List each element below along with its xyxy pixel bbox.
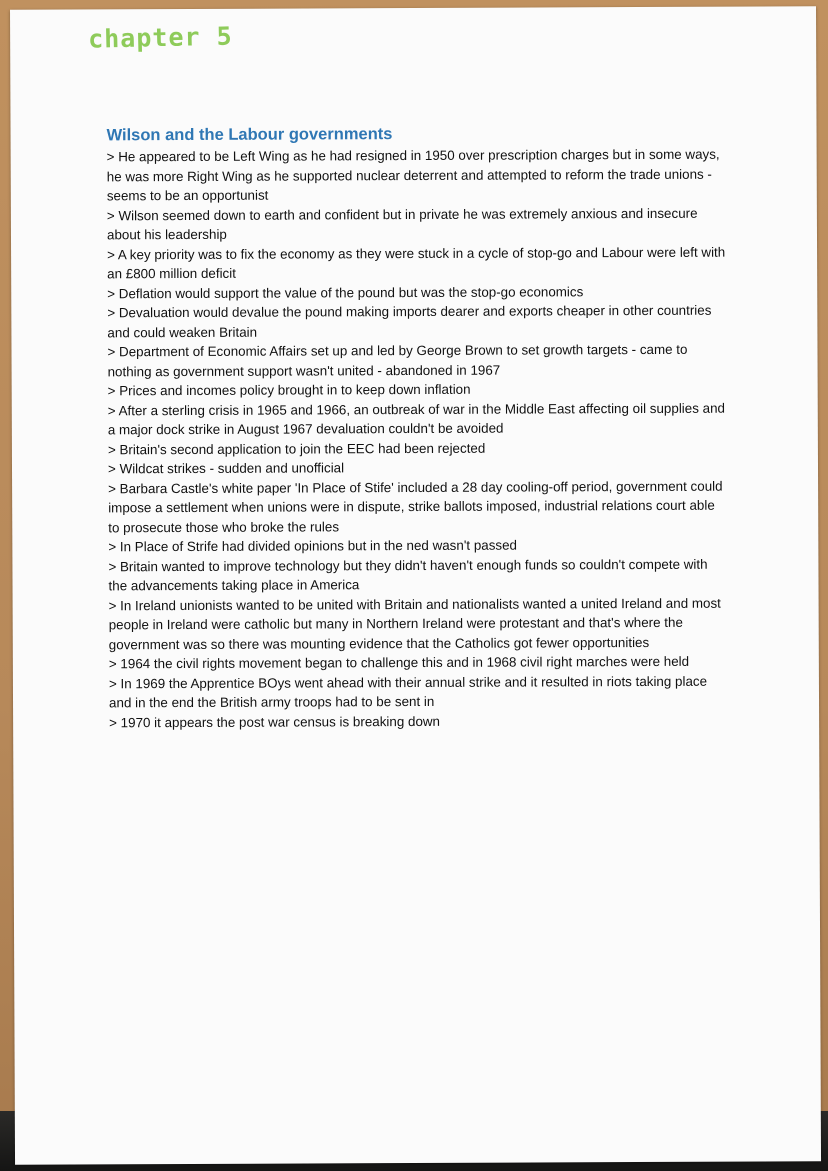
note-item: > A key priority was to fix the economy as they were stuck in a cycle of stop-go and Labour were left with an £800 million deficit xyxy=(107,244,726,282)
note-item: > Prices and incomes policy brought in to keep down inflation xyxy=(107,381,471,399)
note-item: > 1964 the civil rights movement began to challenge this and in 1968 civil right marches were held xyxy=(108,653,690,672)
paper-sheet xyxy=(10,6,821,1165)
note-item: > Devaluation would devalue the pound making imports dearer and exports cheaper in other countries and could weaken Britain xyxy=(107,302,712,340)
note-item: > In 1969 the Apprentice BOys went ahead with their annual strike and it resulted in riots taking place and in the end the British army troops had to be sent in xyxy=(108,673,708,711)
note-item: > Deflation would support the value of the pound but was the stop-go economics xyxy=(107,283,584,301)
note-item: > Barbara Castle's white paper 'In Place of Stife' included a 28 day cooling-off period, government could impose a settlement when unions were in dispute, strike ballots imposed, industrial relations court able to prosecute those who broke the rules xyxy=(108,478,723,535)
notes-content xyxy=(107,123,730,733)
note-item: > In Ireland unionists wanted to be united with Britain and nationalists wanted a united Ireland and most people in Ireland were catholic but many in Northern Ireland were protestant and that's where the government was so there was mounting evidence that the Catholics got fewer opportunities xyxy=(108,595,721,652)
note-item: > 1970 it appears the post war census is breaking down xyxy=(109,713,441,730)
note-item: > Britain's second application to join the EEC had been rejected xyxy=(107,440,486,457)
note-item: > After a sterling crisis in 1965 and 1966, an outbreak of war in the Middle East affecting oil supplies and a major dock strike in August 1967 devaluation couldn't be avoided xyxy=(107,400,725,438)
section-heading: Wilson and the Labour governments xyxy=(106,125,393,145)
note-item: > Wildcat strikes - sudden and unofficial xyxy=(107,460,345,477)
chapter-label: chapter 5 xyxy=(87,21,233,54)
note-item: > Department of Economic Affairs set up and led by George Brown to set growth targets - came to nothing as government support wasn't united - abandoned in 1967 xyxy=(107,341,688,379)
note-item: > In Place of Strife had divided opinions but in the ned wasn't passed xyxy=(108,537,518,555)
note-item: > He appeared to be Left Wing as he had resigned in 1950 over prescription charges but in some ways, he was more Right Wing as he supported nuclear deterrent and attempted to reform the trade unions - seems to be an opportunist xyxy=(106,146,720,204)
notes-list xyxy=(107,145,730,733)
note-item: > Britain wanted to improve technology but they didn't haven't enough funds so couldn't compete with the advancements taking place in America xyxy=(108,556,708,594)
note-item: > Wilson seemed down to earth and confident but in private he was extremely anxious and insecure about his leadership xyxy=(106,205,698,243)
